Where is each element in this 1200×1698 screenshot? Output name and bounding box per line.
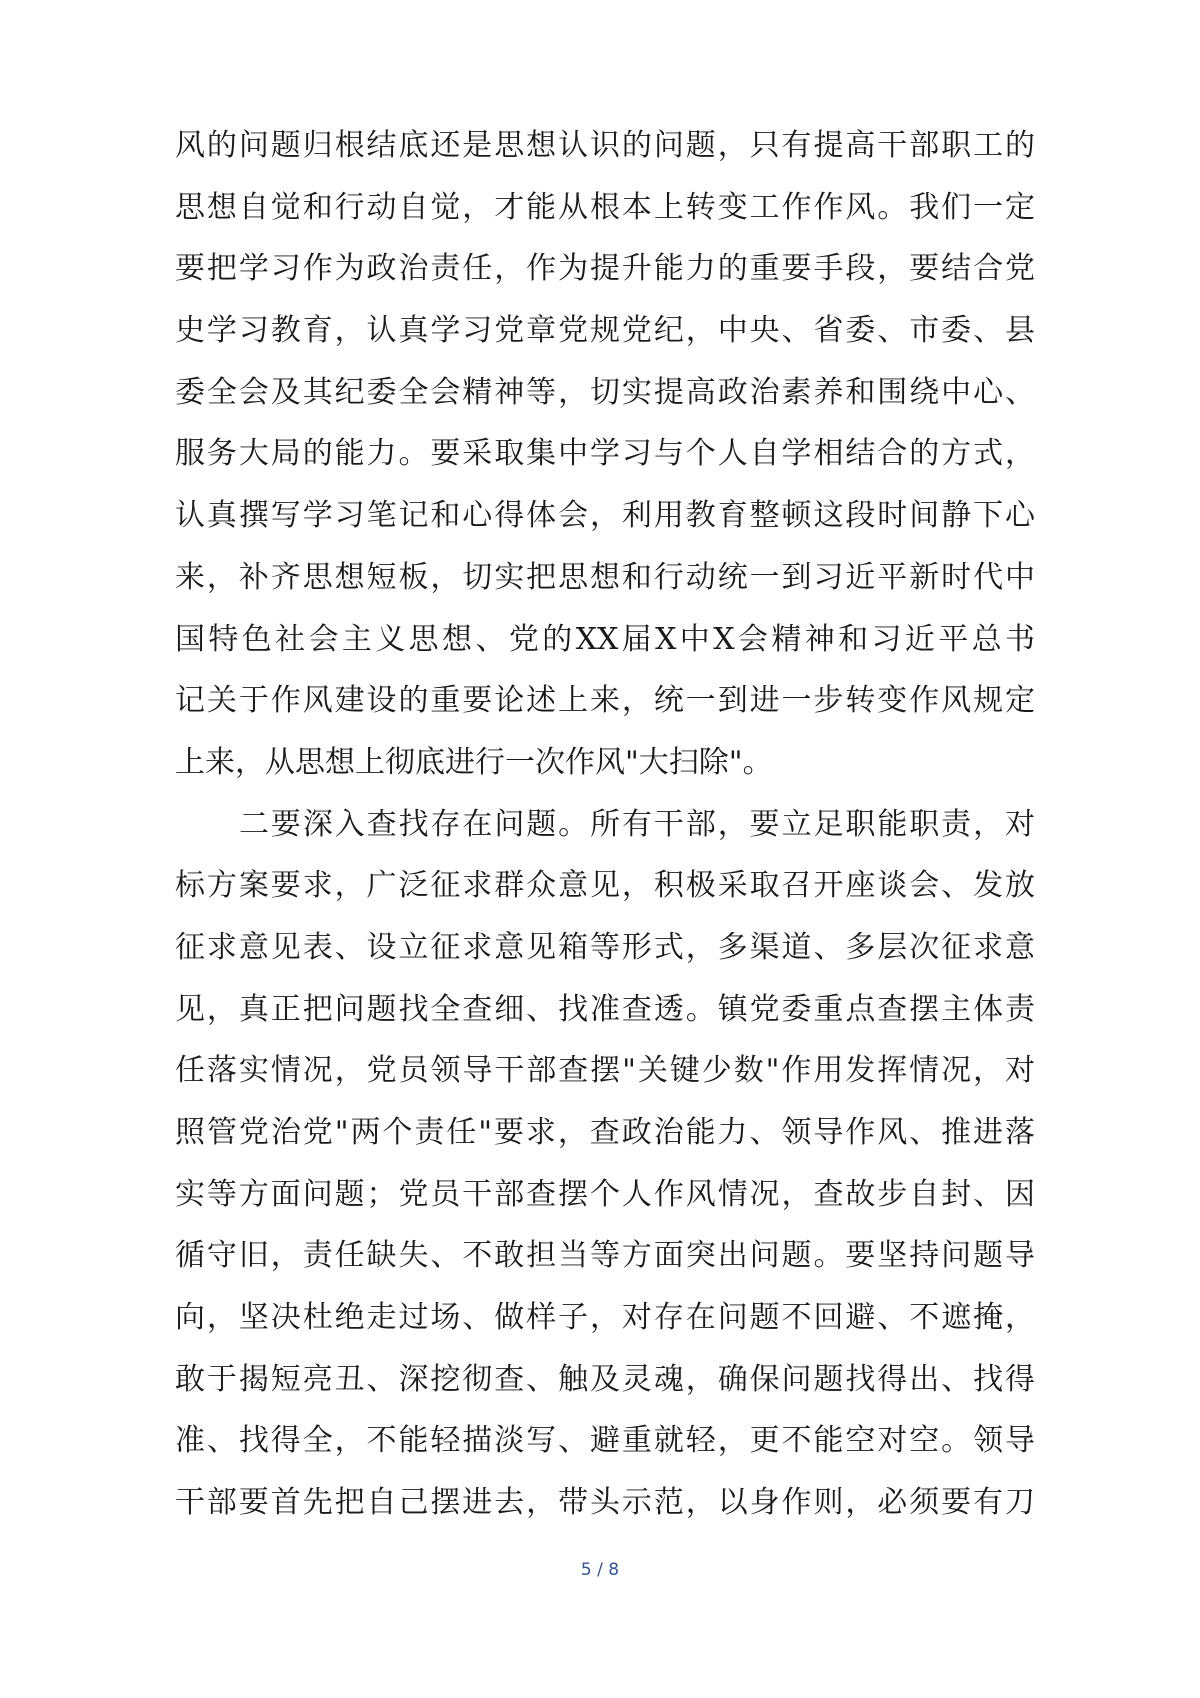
text-line: 上来，从思想上彻底进行一次作风"大扫除"。 (175, 744, 773, 780)
text-line: 见，真正把问题找全查细、找准查透。镇党委重点查摆主体责 (175, 991, 1035, 1027)
text-line: 准、找得全，不能轻描淡写、避重就轻，更不能空对空。领导 (175, 1423, 1035, 1459)
text-line: 记关于作风建设的重要论述上来，统一到进一步转变作风规定 (175, 683, 1035, 719)
text-line: 干部要首先把自己摆进去，带头示范，以身作则，必须要有刀 (175, 1485, 1035, 1521)
text-line: 照管党治党"两个责任"要求，查政治能力、领导作风、推进落 (175, 1115, 1035, 1150)
text-line: 史学习教育，认真学习党章党规党纪，中央、省委、市委、县 (175, 313, 1035, 349)
text-line: 标方案要求，广泛征求群众意见，积极采取召开座谈会、发放 (175, 868, 1035, 904)
text-line: 风的问题归根结底还是思想认识的问题，只有提高干部职工的 (175, 128, 1035, 163)
text-line: 委全会及其纪委全会精神等，切实提高政治素养和围绕中心、 (175, 374, 1035, 410)
paragraph-first-line: 二要深入查找存在问题。所有干部，要立足职能职责，对 (239, 806, 1035, 842)
text-line: 循守旧，责任缺失、不敢担当等方面突出问题。要坚持问题导 (175, 1238, 1035, 1274)
text-line: 服务大局的能力。要采取集中学习与个人自学相结合的方式， (175, 436, 1035, 472)
text-line: 国特色社会主义思想、党的XX届X中X会精神和习近平总书 (175, 621, 1035, 657)
text-line: 敢于揭短亮丑、深挖彻查、触及灵魂，确保问题找得出、找得 (175, 1361, 1035, 1397)
text-line: 要把学习作为政治责任，作为提升能力的重要手段，要结合党 (175, 251, 1035, 287)
text-line: 认真撰写学习笔记和心得体会，利用教育整顿这段时间静下心 (175, 498, 1035, 534)
text-line: 来，补齐思想短板，切实把思想和行动统一到习近平新时代中 (175, 559, 1035, 595)
page-number: 5 / 8 (580, 1560, 620, 1580)
text-line: 思想自觉和行动自觉，才能从根本上转变工作作风。我们一定 (175, 189, 1035, 225)
document-body (175, 115, 1035, 1534)
text-line: 向，坚决杜绝走过场、做样子，对存在问题不回避、不遮掩， (175, 1300, 1035, 1336)
text-line: 实等方面问题；党员干部查摆个人作风情况，查故步自封、因 (175, 1176, 1035, 1212)
text-line: 征求意见表、设立征求意见箱等形式，多渠道、多层次征求意 (175, 929, 1035, 965)
text-line: 任落实情况，党员领导干部查摆"关键少数"作用发挥情况，对 (175, 1053, 1035, 1089)
